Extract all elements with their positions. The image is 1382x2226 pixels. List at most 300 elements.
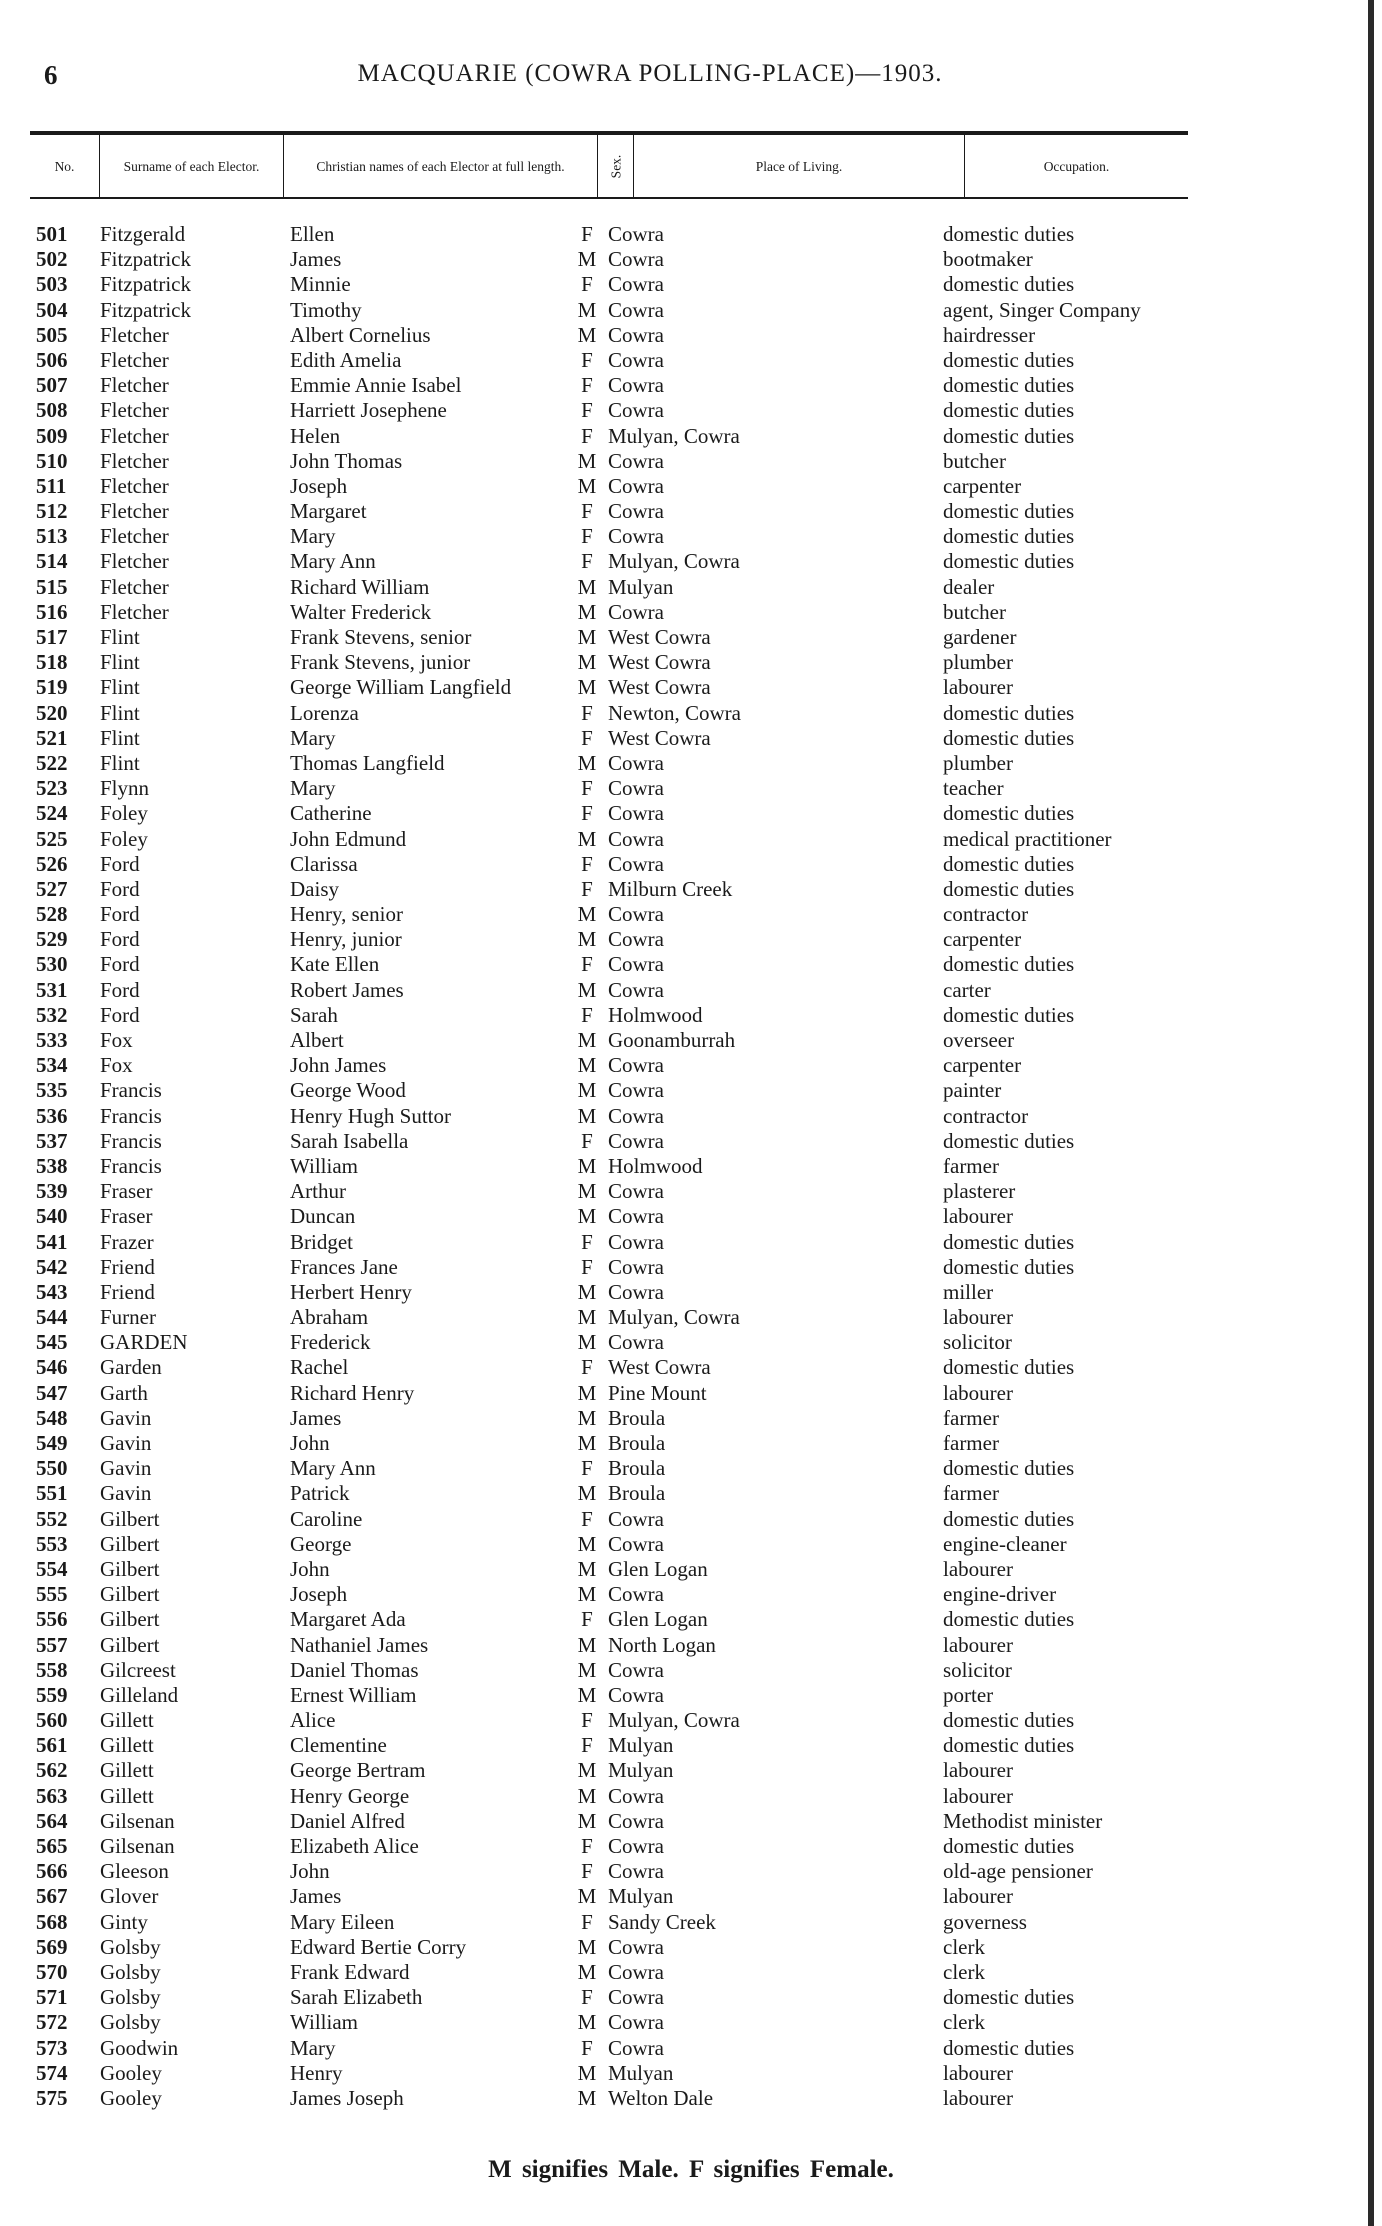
elector-surname: Gilbert: [100, 1556, 160, 1581]
elector-christian-names: Mary Ann: [290, 549, 376, 574]
elector-number: 569: [36, 1934, 68, 1959]
elector-occupation: labourer: [943, 1632, 1013, 1657]
elector-sex: F: [581, 1128, 593, 1153]
table-row: [0, 952, 1382, 977]
elector-place: Broula: [608, 1456, 666, 1481]
elector-place: Cowra: [608, 1859, 664, 1884]
elector-place: West Cowra: [608, 1355, 711, 1380]
column-header-no: No.: [30, 135, 100, 197]
elector-surname: Flint: [100, 675, 140, 700]
elector-occupation: plumber: [943, 750, 1013, 775]
elector-occupation: domestic duties: [943, 801, 1075, 826]
elector-christian-names: Kate Ellen: [290, 952, 380, 977]
elector-christian-names: Alice: [290, 1708, 336, 1733]
elector-sex: M: [577, 297, 597, 322]
table-row: [0, 877, 1382, 902]
elector-surname: Golsby: [100, 1959, 161, 1984]
column-header-sex: [598, 135, 634, 197]
elector-surname: Fletcher: [100, 448, 169, 473]
elector-sex: F: [581, 700, 593, 725]
elector-christian-names: George: [290, 1531, 352, 1556]
elector-christian-names: Frederick: [290, 1330, 371, 1355]
elector-number: 514: [36, 549, 68, 574]
table-row: [0, 2036, 1382, 2061]
elector-sex: M: [577, 1582, 597, 1607]
elector-surname: Ford: [100, 927, 140, 952]
table-row: [0, 978, 1382, 1003]
page-title: MACQUARIE (COWRA POLLING-PLACE)—1903.: [357, 60, 943, 87]
elector-place: West Cowra: [608, 650, 711, 675]
elector-number: 528: [36, 902, 68, 927]
elector-sex: F: [581, 499, 593, 524]
elector-sex: F: [581, 1708, 593, 1733]
elector-occupation: domestic duties: [943, 398, 1075, 423]
elector-christian-names: William: [290, 1153, 358, 1178]
elector-place: Cowra: [608, 272, 664, 297]
elector-christian-names: Abraham: [290, 1305, 369, 1330]
table-row: [0, 1809, 1382, 1834]
table-row: [0, 1985, 1382, 2010]
elector-christian-names: Bridget: [290, 1229, 353, 1254]
column-header-occupation: Occupation.: [1043, 158, 1110, 174]
elector-christian-names: Patrick: [290, 1481, 350, 1506]
elector-place: Cowra: [608, 1959, 664, 1984]
table-row: [0, 323, 1382, 348]
elector-surname: Frazer: [100, 1229, 154, 1254]
elector-number: 556: [36, 1607, 68, 1632]
elector-surname: Flint: [100, 650, 140, 675]
elector-christian-names: Timothy: [290, 297, 362, 322]
elector-christian-names: Margaret: [290, 499, 367, 524]
elector-number: 507: [36, 373, 68, 398]
elector-number: 530: [36, 952, 68, 977]
elector-surname: Fraser: [100, 1179, 153, 1204]
elector-occupation: labourer: [943, 1305, 1013, 1330]
elector-occupation: domestic duties: [943, 549, 1075, 574]
elector-number: 548: [36, 1405, 68, 1430]
table-row: [0, 272, 1382, 297]
elector-number: 542: [36, 1254, 68, 1279]
table-row: [0, 1758, 1382, 1783]
elector-surname: Francis: [100, 1128, 162, 1153]
elector-occupation: Methodist minister: [943, 1808, 1103, 1833]
elector-place: North Logan: [608, 1632, 716, 1657]
elector-occupation: carpenter: [943, 1053, 1022, 1078]
elector-place: Cowra: [608, 247, 664, 272]
elector-place: Cowra: [608, 1204, 664, 1229]
table-row: [0, 1683, 1382, 1708]
table-row: [0, 499, 1382, 524]
elector-number: 567: [36, 1884, 68, 1909]
elector-occupation: teacher: [943, 776, 1004, 801]
elector-number: 523: [36, 776, 68, 801]
elector-occupation: labourer: [943, 1380, 1013, 1405]
elector-surname: Fletcher: [100, 473, 169, 498]
elector-surname: Gavin: [100, 1456, 152, 1481]
table-row: [0, 1431, 1382, 1456]
elector-sex: F: [581, 347, 593, 372]
elector-number: 541: [36, 1229, 68, 1254]
table-row: [0, 1179, 1382, 1204]
elector-occupation: domestic duties: [943, 1456, 1075, 1481]
elector-occupation: contractor: [943, 1103, 1029, 1128]
column-header-christian-names: Christian names of each Elector at full length.: [284, 135, 598, 197]
elector-number: 544: [36, 1305, 68, 1330]
elector-sex: F: [581, 801, 593, 826]
elector-occupation: plumber: [943, 650, 1013, 675]
table-row: [0, 1330, 1382, 1355]
elector-surname: Flint: [100, 625, 140, 649]
elector-sex: F: [581, 272, 593, 297]
elector-christian-names: Frank Edward: [290, 1959, 410, 1984]
table-row: [0, 1028, 1382, 1053]
elector-number: 571: [36, 1985, 68, 2010]
elector-number: 540: [36, 1204, 68, 1229]
table-row: [0, 524, 1382, 549]
elector-number: 511: [36, 473, 67, 498]
elector-occupation: miller: [943, 1279, 994, 1304]
elector-occupation: dealer: [943, 574, 995, 599]
elector-number: 535: [36, 1078, 68, 1103]
elector-surname: Golsby: [100, 1985, 161, 2010]
elector-sex: F: [581, 423, 593, 448]
elector-occupation: domestic duties: [943, 1607, 1075, 1632]
elector-occupation: domestic duties: [943, 952, 1075, 977]
elector-surname: Gooley: [100, 2060, 162, 2085]
elector-number: 552: [36, 1506, 68, 1531]
elector-christian-names: Clarissa: [290, 851, 358, 876]
elector-number: 549: [36, 1431, 68, 1455]
elector-sex: F: [581, 851, 593, 876]
elector-sex: M: [577, 1279, 597, 1304]
elector-occupation: agent, Singer Company: [943, 297, 1141, 322]
elector-sex: F: [581, 1229, 593, 1254]
elector-number: 509: [36, 423, 68, 448]
elector-number: 508: [36, 398, 68, 423]
elector-sex: F: [581, 398, 593, 423]
elector-sex: F: [581, 725, 593, 750]
elector-christian-names: Mary: [290, 725, 336, 750]
elector-surname: Gavin: [100, 1481, 152, 1506]
table-row: [0, 2061, 1382, 2086]
elector-occupation: clerk: [943, 1934, 985, 1959]
elector-occupation: domestic duties: [943, 1708, 1075, 1733]
page-number: 6: [44, 60, 58, 90]
elector-occupation: domestic duties: [943, 1733, 1075, 1758]
elector-number: 506: [36, 347, 68, 372]
elector-surname: Gleeson: [100, 1859, 169, 1884]
elector-sex: M: [577, 448, 597, 473]
elector-surname: Golsby: [100, 2010, 161, 2035]
elector-place: Cowra: [608, 1934, 664, 1959]
elector-number: 522: [36, 750, 68, 775]
elector-number: 564: [36, 1808, 68, 1833]
elector-occupation: farmer: [943, 1481, 999, 1506]
elector-surname: Gavin: [100, 1405, 152, 1430]
elector-occupation: plasterer: [943, 1179, 1016, 1204]
elector-sex: F: [581, 952, 593, 977]
elector-number: 555: [36, 1582, 68, 1607]
elector-surname: Flynn: [100, 776, 150, 801]
elector-place: Cowra: [608, 499, 664, 524]
elector-place: West Cowra: [608, 675, 711, 700]
elector-sex: M: [577, 1682, 597, 1707]
elector-christian-names: Robert James: [290, 977, 404, 1002]
elector-number: 559: [36, 1682, 68, 1707]
elector-occupation: medical practitioner: [943, 826, 1112, 851]
elector-christian-names: John Thomas: [290, 448, 403, 473]
elector-occupation: carpenter: [943, 473, 1022, 498]
elector-place: Cowra: [608, 448, 664, 473]
table-row: [0, 1834, 1382, 1859]
elector-sex: M: [577, 247, 597, 272]
table-row: [0, 2010, 1382, 2035]
elector-christian-names: Daisy: [290, 876, 339, 901]
elector-christian-names: Elizabeth Alice: [290, 1834, 419, 1858]
elector-christian-names: Sarah Isabella: [290, 1128, 409, 1153]
elector-sex: M: [577, 650, 597, 675]
elector-sex: F: [581, 549, 593, 574]
elector-place: Broula: [608, 1405, 666, 1430]
table-row: [0, 1532, 1382, 1557]
elector-christian-names: John Edmund: [290, 826, 407, 851]
elector-place: West Cowra: [608, 725, 711, 750]
table-row: [0, 1255, 1382, 1280]
elector-occupation: domestic duties: [943, 2035, 1075, 2060]
elector-christian-names: William: [290, 2010, 358, 2035]
elector-occupation: porter: [943, 1682, 994, 1707]
elector-surname: Fox: [100, 1053, 133, 1078]
elector-place: Cowra: [608, 1229, 664, 1254]
elector-occupation: domestic duties: [943, 423, 1075, 448]
elector-occupation: labourer: [943, 1783, 1013, 1808]
elector-christian-names: Henry, junior: [290, 927, 402, 952]
table-row: [0, 625, 1382, 650]
table-row: [0, 474, 1382, 499]
elector-christian-names: Ellen: [290, 222, 335, 246]
elector-place: Cowra: [608, 1985, 664, 2010]
elector-place: Newton, Cowra: [608, 700, 741, 725]
elector-christian-names: Helen: [290, 423, 341, 448]
elector-number: 554: [36, 1556, 68, 1581]
elector-number: 572: [36, 2010, 68, 2035]
elector-surname: Ford: [100, 1002, 140, 1027]
elector-place: Cowra: [608, 2010, 664, 2035]
elector-occupation: domestic duties: [943, 700, 1075, 725]
elector-surname: Gilbert: [100, 1582, 160, 1607]
elector-christian-names: Henry: [290, 2060, 343, 2085]
elector-occupation: domestic duties: [943, 499, 1075, 524]
table-row: [0, 1481, 1382, 1506]
elector-christian-names: Mary Ann: [290, 1456, 376, 1481]
elector-occupation: butcher: [943, 599, 1006, 624]
elector-place: Cowra: [608, 524, 664, 549]
elector-surname: Gillett: [100, 1783, 154, 1808]
elector-christian-names: George Bertram: [290, 1758, 426, 1783]
elector-christian-names: Catherine: [290, 801, 372, 826]
elector-sex: M: [577, 1783, 597, 1808]
elector-place: Cowra: [608, 1783, 664, 1808]
elector-occupation: hairdresser: [943, 322, 1036, 347]
elector-place: Mulyan: [608, 1758, 674, 1783]
elector-surname: Gilcreest: [100, 1657, 176, 1682]
elector-surname: Golsby: [100, 1934, 161, 1959]
elector-christian-names: Minnie: [290, 272, 351, 297]
elector-surname: Francis: [100, 1078, 162, 1103]
elector-occupation: farmer: [943, 1153, 999, 1178]
elector-sex: M: [577, 1481, 597, 1506]
elector-surname: Fletcher: [100, 574, 169, 599]
elector-christian-names: Albert: [290, 1028, 344, 1052]
elector-sex: F: [581, 1355, 593, 1380]
elector-surname: Gillett: [100, 1758, 154, 1783]
elector-surname: Ford: [100, 902, 140, 927]
elector-number: 539: [36, 1179, 68, 1204]
elector-number: 518: [36, 650, 68, 675]
elector-surname: Fletcher: [100, 322, 169, 347]
elector-surname: Fitzgerald: [100, 222, 186, 246]
elector-occupation: clerk: [943, 1959, 985, 1984]
elector-sex: M: [577, 1028, 597, 1052]
elector-surname: Fitzpatrick: [100, 272, 191, 297]
elector-christian-names: Frances Jane: [290, 1254, 398, 1279]
elector-christian-names: Clementine: [290, 1733, 387, 1758]
elector-number: 550: [36, 1456, 68, 1481]
elector-sex: F: [581, 876, 593, 901]
elector-number: 503: [36, 272, 68, 297]
table-row: [0, 1960, 1382, 1985]
elector-surname: Flint: [100, 725, 140, 750]
elector-number: 502: [36, 247, 68, 272]
elector-christian-names: Harriett Josephene: [290, 398, 447, 423]
elector-place: Cowra: [608, 373, 664, 398]
table-row: [0, 1784, 1382, 1809]
elector-sex: M: [577, 2010, 597, 2035]
elector-sex: M: [577, 1305, 597, 1330]
elector-surname: Gooley: [100, 2085, 162, 2110]
table-row: [0, 701, 1382, 726]
elector-christian-names: Henry George: [290, 1783, 410, 1808]
elector-number: 517: [36, 625, 68, 649]
elector-occupation: overseer: [943, 1028, 1015, 1052]
elector-place: Cowra: [608, 398, 664, 423]
elector-sex: F: [581, 1834, 593, 1858]
elector-surname: Fletcher: [100, 599, 169, 624]
elector-surname: Gilsenan: [100, 1808, 175, 1833]
elector-christian-names: Emmie Annie Isabel: [290, 373, 462, 398]
elector-number: 566: [36, 1859, 68, 1884]
elector-number: 536: [36, 1103, 68, 1128]
elector-sex: M: [577, 902, 597, 927]
elector-sex: M: [577, 1531, 597, 1556]
elector-place: Cowra: [608, 1330, 664, 1355]
elector-number: 537: [36, 1128, 68, 1153]
elector-number: 568: [36, 1909, 68, 1934]
table-row: [0, 726, 1382, 751]
elector-place: Cowra: [608, 1582, 664, 1607]
table-row: [0, 1104, 1382, 1129]
elector-number: 520: [36, 700, 68, 725]
elector-surname: Friend: [100, 1279, 155, 1304]
elector-sex: M: [577, 1934, 597, 1959]
elector-christian-names: Frank Stevens, junior: [290, 650, 471, 675]
elector-occupation: domestic duties: [943, 1128, 1075, 1153]
elector-place: Cowra: [608, 599, 664, 624]
elector-sex: F: [581, 776, 593, 801]
table-row: [0, 751, 1382, 776]
elector-occupation: labourer: [943, 1884, 1013, 1909]
elector-occupation: domestic duties: [943, 1229, 1075, 1254]
elector-occupation: labourer: [943, 1556, 1013, 1581]
elector-surname: Gilbert: [100, 1506, 160, 1531]
elector-sex: M: [577, 1959, 597, 1984]
elector-number: 553: [36, 1531, 68, 1556]
elector-occupation: carter: [943, 977, 991, 1002]
elector-place: Mulyan, Cowra: [608, 1708, 740, 1733]
elector-place: Cowra: [608, 776, 664, 801]
elector-place: Cowra: [608, 473, 664, 498]
table-row: [0, 600, 1382, 625]
table-row: [0, 449, 1382, 474]
elector-number: 561: [36, 1733, 68, 1758]
elector-number: 521: [36, 725, 68, 750]
elector-occupation: governess: [943, 1909, 1027, 1934]
table-row: [0, 2086, 1382, 2111]
elector-place: Glen Logan: [608, 1556, 708, 1581]
elector-number: 558: [36, 1657, 68, 1682]
elector-occupation: labourer: [943, 1758, 1013, 1783]
elector-place: Mulyan, Cowra: [608, 423, 740, 448]
elector-sex: M: [577, 1632, 597, 1657]
elector-sex: M: [577, 1556, 597, 1581]
elector-place: Broula: [608, 1431, 666, 1455]
elector-sex: F: [581, 1254, 593, 1279]
elector-surname: Friend: [100, 1254, 155, 1279]
elector-christian-names: George William Langfield: [290, 675, 512, 700]
elector-number: 504: [36, 297, 68, 322]
elector-sex: M: [577, 599, 597, 624]
table-row: [0, 675, 1382, 700]
elector-surname: Gillett: [100, 1733, 154, 1758]
elector-christian-names: James: [290, 1405, 342, 1430]
table-header: [30, 131, 1188, 199]
elector-surname: GARDEN: [100, 1330, 188, 1355]
elector-occupation: labourer: [943, 2060, 1013, 2085]
elector-surname: Fletcher: [100, 398, 169, 423]
elector-place: Mulyan: [608, 1733, 674, 1758]
elector-sex: M: [577, 1657, 597, 1682]
elector-number: 538: [36, 1153, 68, 1178]
elector-surname: Flint: [100, 700, 140, 725]
elector-christian-names: Duncan: [290, 1204, 356, 1229]
elector-number: 529: [36, 927, 68, 952]
column-header-place: Place of Living.: [634, 135, 965, 197]
elector-occupation: domestic duties: [943, 524, 1075, 549]
elector-place: Mulyan: [608, 2060, 674, 2085]
elector-christian-names: Nathaniel James: [290, 1632, 429, 1657]
elector-place: Cowra: [608, 801, 664, 826]
elector-sex: M: [577, 1204, 597, 1229]
elector-occupation: domestic duties: [943, 373, 1075, 398]
elector-place: Cowra: [608, 2035, 664, 2060]
elector-sex: M: [577, 625, 597, 649]
elector-sex: M: [577, 927, 597, 952]
elector-sex: M: [577, 2085, 597, 2110]
table-row: [0, 1708, 1382, 1733]
elector-christian-names: Albert Cornelius: [290, 322, 431, 347]
elector-occupation: domestic duties: [943, 851, 1075, 876]
elector-christian-names: Mary: [290, 2035, 336, 2060]
